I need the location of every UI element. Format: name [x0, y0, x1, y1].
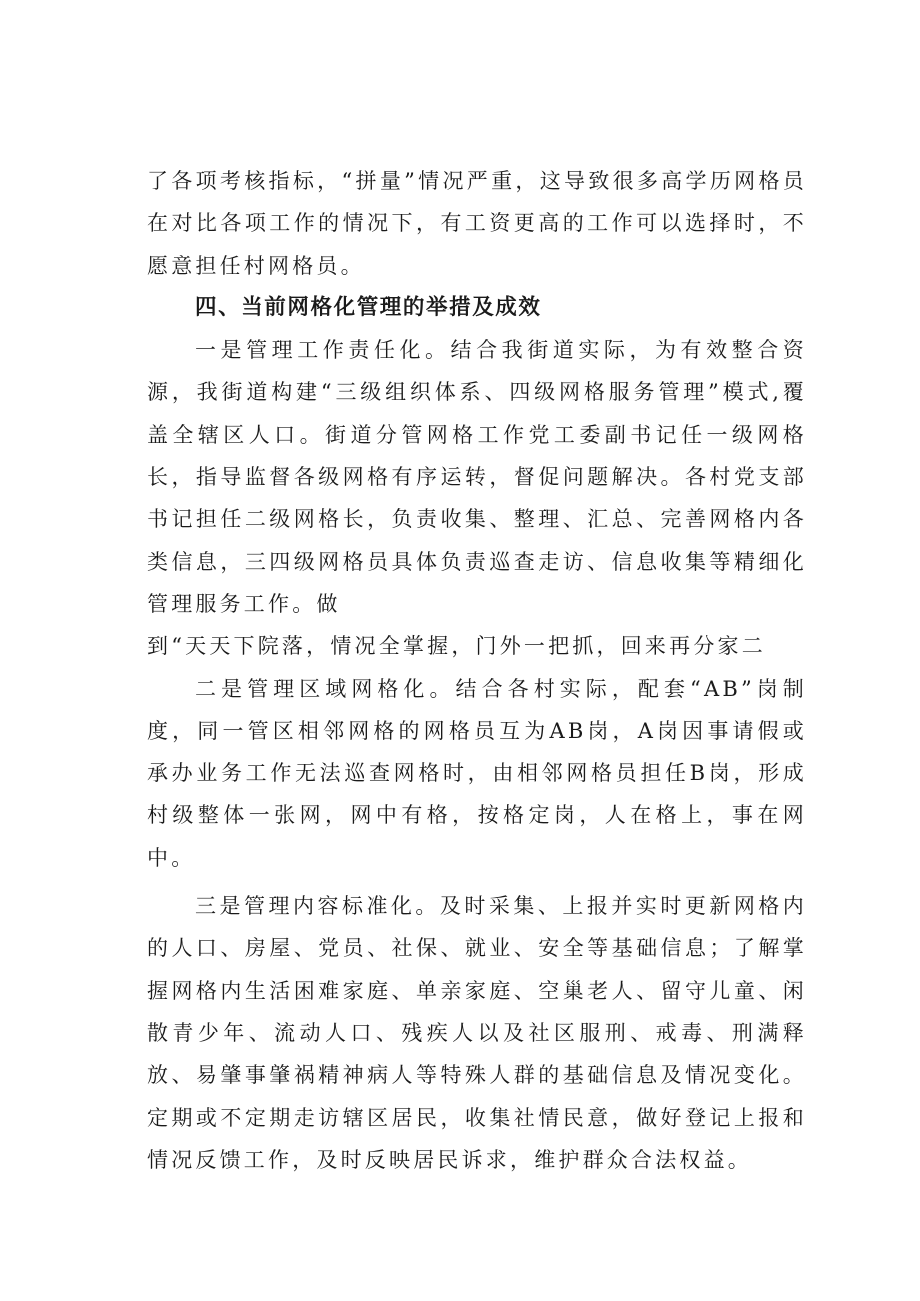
document-page: [147, 160, 807, 1181]
section-heading: 四、当前网格化管理的举措及成效: [195, 294, 542, 320]
paragraph-grid-area: 二是管理区域网格化。结合各村实际，配套“AB”岗制度，同一管区相邻网格的网格员互为AB岗，A岗因事请假或承办业务工作无法巡查网格时，由相邻网格员担任B岗，形成村级整体一张网，网中有格，按格定岗，人在格上，事在网中。: [147, 676, 807, 870]
paragraph-responsibility: 一是管理工作责任化。结合我街道实际，为有效整合资源，我街道构建“三级组织体系、四级网格服务管理”模式,覆盖全辖区人口。街道分管网格工作党工委副书记任一级网格长，指导监督各级网格有序运转，督促问题解决。各村党支部书记担任二级网格长，负责收集、整理、汇总、完善网格内各类信息，三四级网格员具体负责巡查走访、信息收集等精细化管理服务工作。做: [147, 338, 807, 616]
paragraph-truncated-line: 到“天天下院落，情况全掌握，门外一把抓，回来再分家二: [147, 634, 766, 659]
paragraph-standardization: 三是管理内容标准化。及时采集、上报并实时更新网格内的人口、房屋、党员、社保、就业、安全等基础信息；了解掌握网格内生活困难家庭、单亲家庭、空巢老人、留守儿童、闲散青少年、流动人口、残疾人以及社区服刑、戒毒、刑满释放、易肇事肇祸精神病人等特殊人群的基础信息及情况变化。定期或不定期走访辖区居民，收集社情民意，做好登记上报和情况反馈工作，及时反映居民诉求，维护群众合法权益。: [147, 894, 807, 1172]
paragraph-continued: 了各项考核指标，“拼量”情况严重，这导致很多高学历网格员在对比各项工作的情况下，有工资更高的工作可以选择时，不愿意担任村网格员。: [147, 169, 807, 278]
